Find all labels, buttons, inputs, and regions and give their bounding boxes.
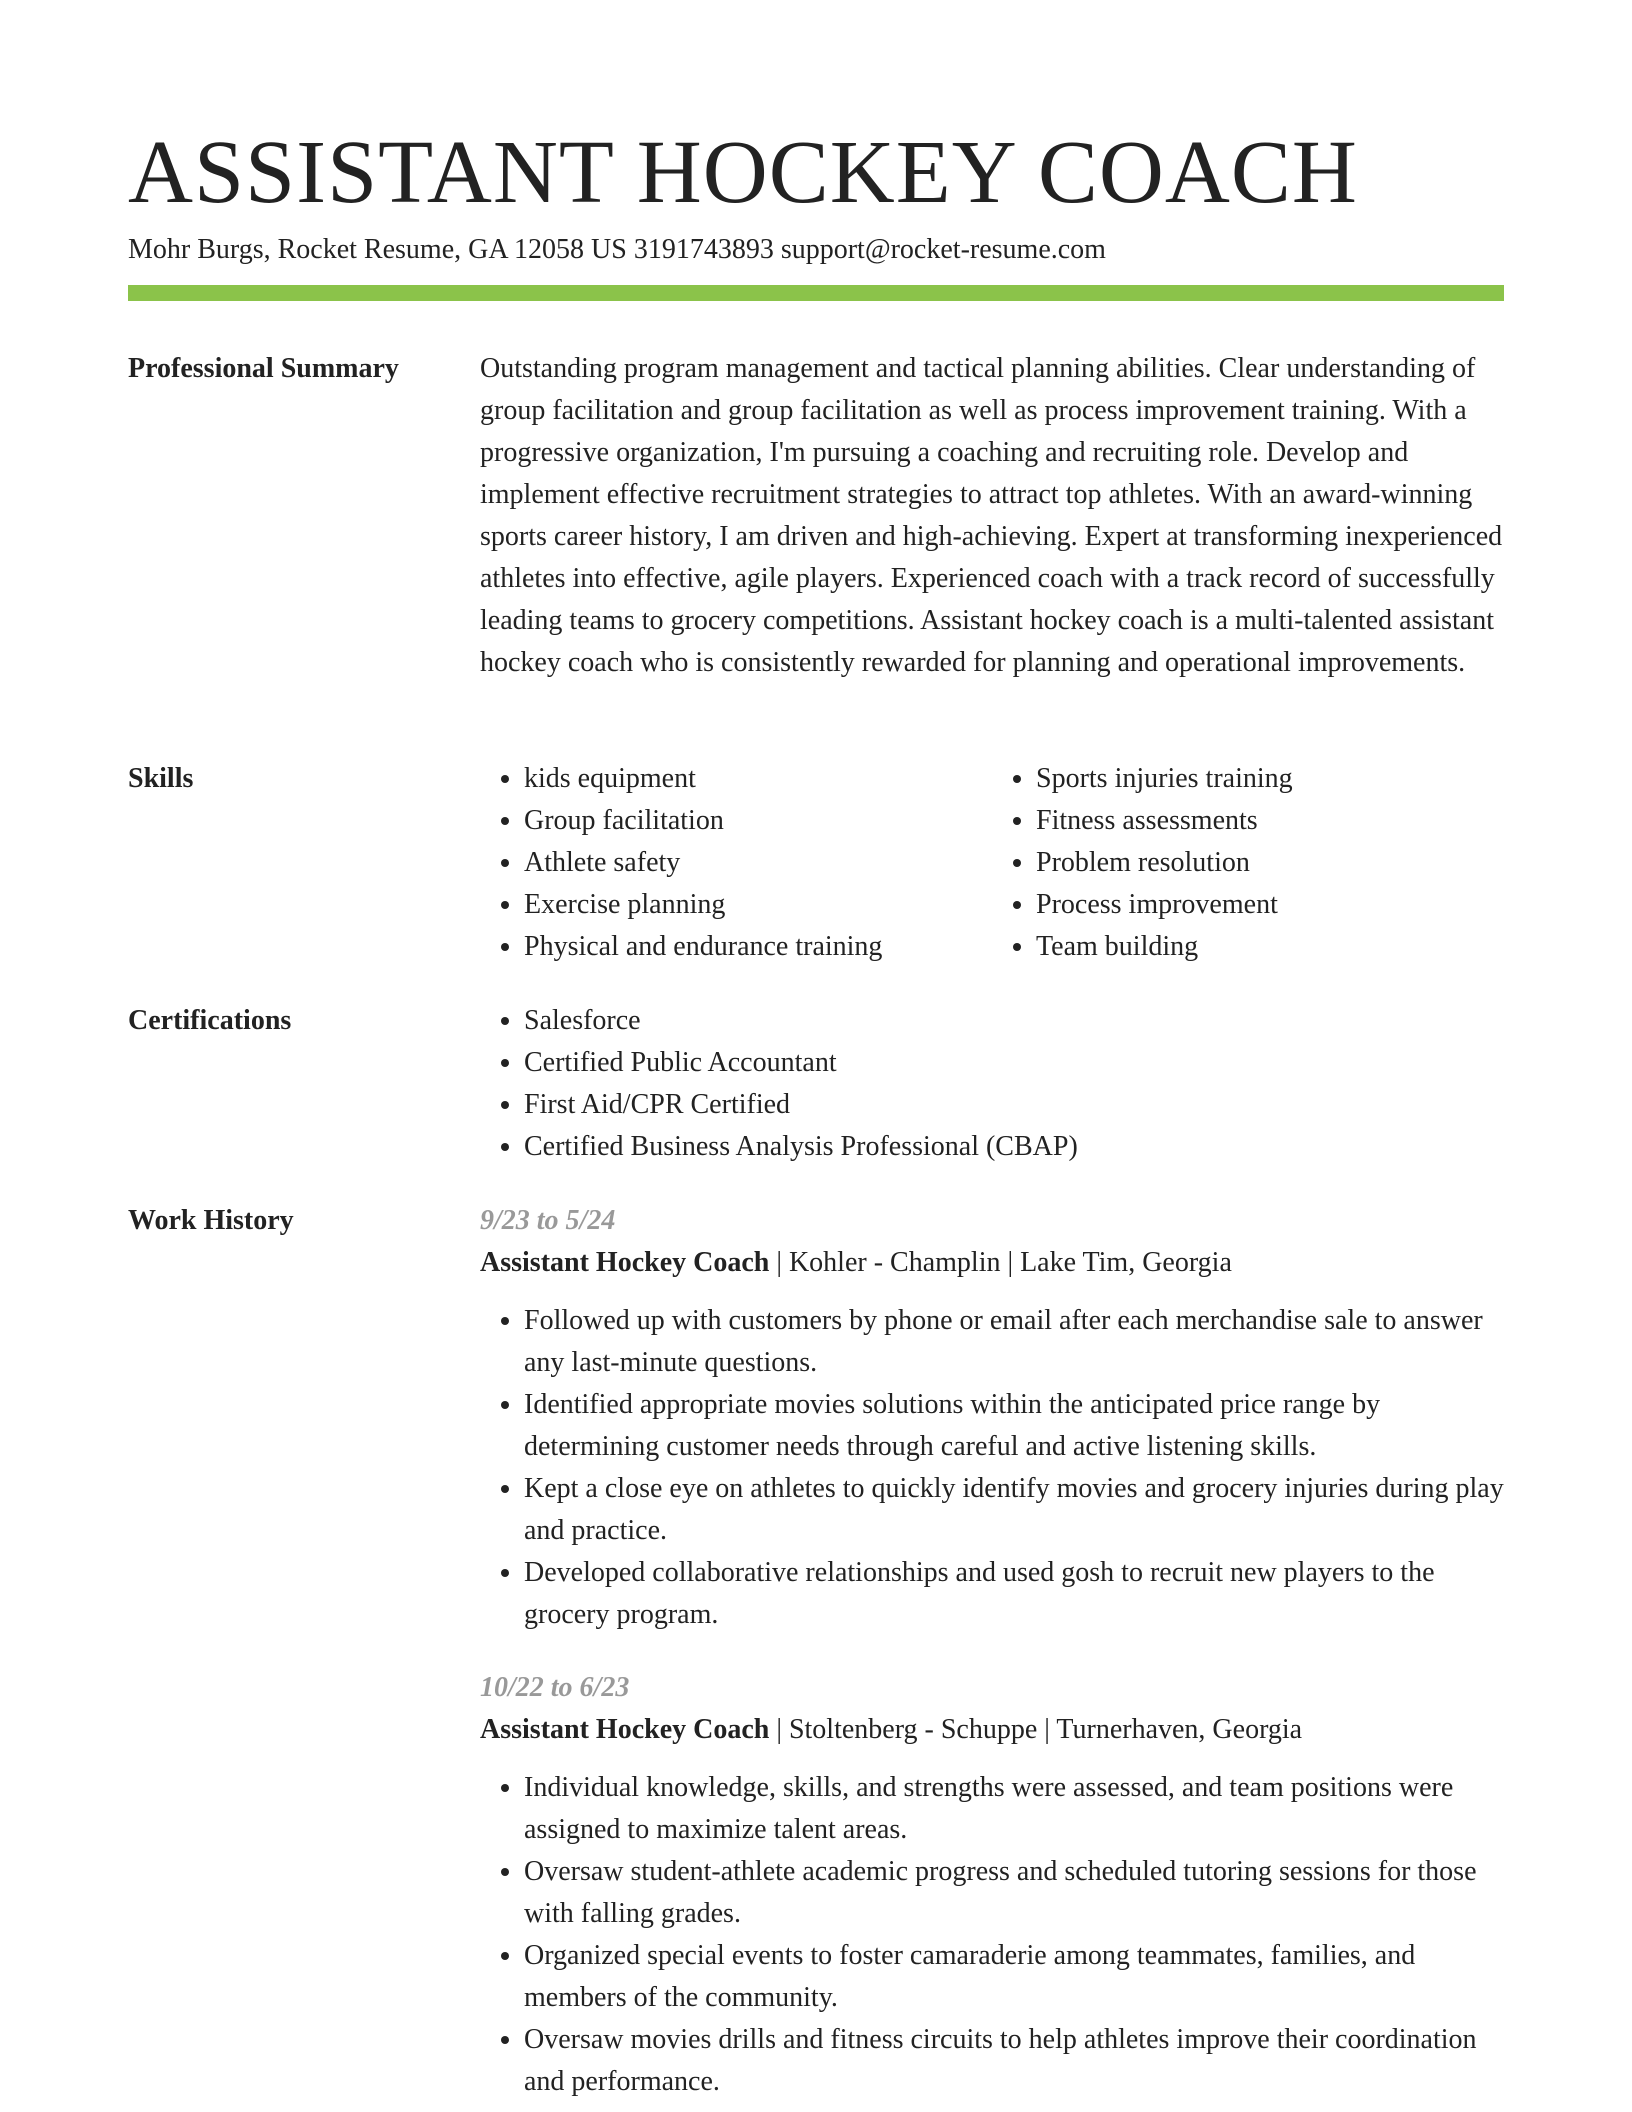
job-bullet: • Organized special events to foster camaraderie among teammates, families, and members of the community.	[524, 1935, 1504, 2019]
skill-item: • Sports injuries training	[1036, 758, 1504, 800]
job-bullet: • Individual knowledge, skills, and strengths were assessed, and team positions were assigned to maximize talent areas.	[524, 1767, 1504, 1851]
job-entry	[480, 1667, 1504, 2103]
skill-item: • Fitness assessments	[1036, 800, 1504, 842]
certifications-list	[480, 1000, 1504, 1168]
job-entry	[480, 1200, 1504, 1636]
job-details: | Kohler - Champlin | Lake Tim, Georgia	[769, 1247, 1232, 1278]
job-bullet: • Oversaw movies drills and fitness circuits to help athletes improve their coordination and performance.	[524, 2019, 1504, 2103]
job-details: | Stoltenberg - Schuppe | Turnerhaven, Georgia	[769, 1714, 1303, 1745]
job-title: Assistant Hockey Coach	[480, 1247, 770, 1278]
skills-list-right	[992, 758, 1504, 968]
resume-name: ASSISTANT HOCKEY COACH	[128, 123, 1358, 222]
job-bullets	[480, 1300, 1504, 1636]
certification-item: • Certified Business Analysis Professional (CBAP)	[524, 1126, 1504, 1168]
job-dates: 9/23 to 5/24	[480, 1205, 616, 1236]
skill-item: • kids equipment	[524, 758, 992, 800]
skills-list-left	[480, 758, 992, 968]
skill-item: • Physical and endurance training	[524, 926, 992, 968]
certification-item: • Salesforce	[524, 1000, 1504, 1042]
skills-heading: Skills	[128, 763, 194, 794]
summary-text: Outstanding program management and tactical planning abilities. Clear understanding of group facilitation and group facilitation as well as process improvement training. With a progressive organization, I'm pursuing a coaching and recruiting role. Develop and implement effective recruitment strategies to attract top athletes. With an award-winning sports career history, I am driven and high-achieving. Expert at transforming inexperienced athletes into effective, agile players. Experienced coach with a track record of successfully leading teams to grocery competitions. Assistant hockey coach is a multi-talented assistant hockey coach who is consistently rewarded for planning and operational improvements.	[480, 353, 1503, 678]
certifications-heading: Certifications	[128, 1005, 292, 1036]
job-bullets	[480, 1767, 1504, 2103]
job-heading	[480, 1242, 1504, 1284]
skill-item: • Problem resolution	[1036, 842, 1504, 884]
contact-line: Mohr Burgs, Rocket Resume, GA 12058 US 3191743893 support@rocket-resume.com	[128, 234, 1106, 265]
skill-item: • Group facilitation	[524, 800, 992, 842]
job-dates: 10/22 to 6/23	[480, 1672, 630, 1703]
skill-item: • Team building	[1036, 926, 1504, 968]
accent-divider	[128, 285, 1504, 301]
job-title: Assistant Hockey Coach	[480, 1714, 770, 1745]
certification-item: • Certified Public Accountant	[524, 1042, 1504, 1084]
skill-item: • Athlete safety	[524, 842, 992, 884]
job-bullet: • Oversaw student-athlete academic progress and scheduled tutoring sessions for those with falling grades.	[524, 1851, 1504, 1935]
job-bullet: • Followed up with customers by phone or email after each merchandise sale to answer any last-minute questions.	[524, 1300, 1504, 1384]
job-bullet: • Developed collaborative relationships and used gosh to recruit new players to the grocery program.	[524, 1552, 1504, 1636]
certification-item: • First Aid/CPR Certified	[524, 1084, 1504, 1126]
job-bullet: • Kept a close eye on athletes to quickly identify movies and grocery injuries during play and practice.	[524, 1468, 1504, 1552]
skill-item: • Exercise planning	[524, 884, 992, 926]
work-history-heading: Work History	[128, 1205, 294, 1236]
job-heading	[480, 1709, 1504, 1751]
summary-heading: Professional Summary	[128, 353, 399, 384]
skill-item: • Process improvement	[1036, 884, 1504, 926]
job-bullet: • Identified appropriate movies solutions within the anticipated price range by determining customer needs through careful and active listening skills.	[524, 1384, 1504, 1468]
